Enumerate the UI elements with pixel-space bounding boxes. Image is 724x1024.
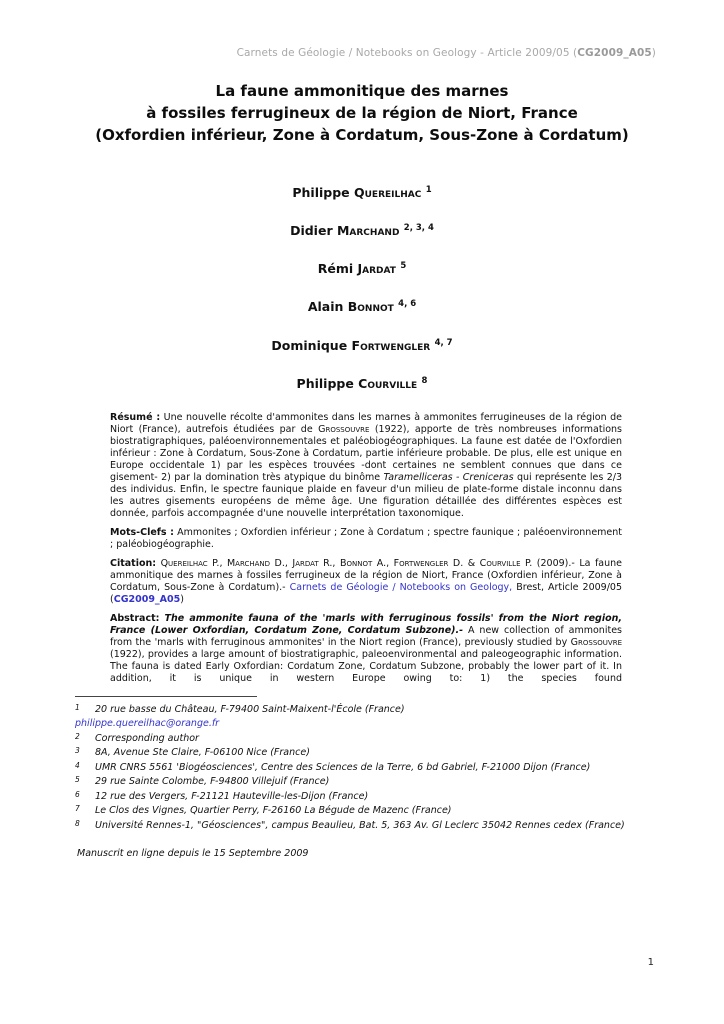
footnote-text: 20 rue basse du Château, F-79400 Saint-Maixent-l'École (France)	[95, 703, 405, 715]
abstract-text-2: (1922), provides a large amount of biostratigraphic, paleoenvironmental and paleogeographic information. The fauna is dated Early Oxfordian: Cordatum Zone, Cordatum Subzone, probably the lower part of it. In addition, it is unique in western Europe owing to: 1) the species found	[110, 648, 622, 684]
footnote-text: Corresponding author	[95, 732, 199, 744]
author-row	[0, 183, 724, 200]
footnote-text: Le Clos des Vignes, Quartier Perry, F-26160 La Bégude de Mazenc (France)	[95, 805, 452, 817]
abstract-paragraph	[110, 613, 622, 685]
footnotes-section	[75, 696, 656, 832]
resume-text-2: (1922), apporte de très nombreuses informations biostratigraphiques, paléoenvironnementales et paléobiogéographiques. La faune est datée de l'Oxfordien inférieur : Zone à Cordatum, Sous-Zone à Cordatum, partie inférieure probable. De plus, elle est unique en Europe occidentale 1) par les espèces trouvées -dont certaines ne semblent connues que dans ce gisement- 2) par la domination très atypique du binôme	[110, 423, 622, 483]
footnote-row	[75, 733, 656, 745]
footnote-separator-line	[75, 696, 257, 697]
footnote-email-row	[75, 718, 656, 730]
author-affiliation-superscript: 1	[425, 185, 432, 195]
footnote-text: Université Rennes-1, "Géosciences", campus Beaulieu, Bat. 5, 363 Av. Gl Leclerc 35042 Rennes cedex (France)	[95, 819, 625, 831]
journal-header-line	[0, 0, 656, 59]
author-given-name: Alain	[307, 299, 348, 315]
author-affiliation-superscript: 4, 7	[434, 337, 453, 348]
authors-list	[0, 183, 724, 391]
author-affiliation-superscript: 2, 3, 4	[403, 223, 434, 234]
author-surname: Marchand	[336, 223, 400, 239]
resume-text-3: qui représente les 2/3 des individus. Enfin, le spectre faunique plaide en faveur d'un milieu de plate-forme distale inconnu dans les autres gisements européens de même âge. Une figuration détaillée des différentes espèces est donnée, parfois accompagnée d'une nouvelle interprétation taxonomique.	[110, 471, 622, 519]
resume-italic-taxa: Taramelliceras - Creniceras	[383, 471, 514, 483]
footnote-number: 1	[75, 702, 80, 712]
abstract-label: Abstract:	[110, 612, 160, 624]
footnote-text: 29 rue Sainte Colombe, F-94800 Villejuif (France)	[95, 776, 330, 788]
author-given-name: Philippe	[292, 185, 354, 201]
footnote-number: 5	[75, 775, 80, 785]
author-row	[0, 336, 724, 353]
journal-header-text: Carnets de Géologie / Notebooks on Geology - Article 2009/05 (	[236, 47, 578, 59]
email-link[interactable]: philippe.quereilhac@orange.fr	[75, 718, 220, 730]
footnote-row	[75, 762, 656, 774]
resume-label: Résumé :	[110, 411, 161, 423]
article-title	[0, 80, 724, 146]
keywords-label: Mots-Clefs :	[110, 526, 174, 538]
footnote-row	[75, 776, 656, 788]
footnote-text: UMR CNRS 5561 'Biogéosciences', Centre des Sciences de la Terre, 6 bd Gabriel, F-21000 Dijon (France)	[95, 761, 591, 773]
footnote-text: 12 rue des Vergers, F-21121 Hauteville-les-Dijon (France)	[95, 790, 369, 802]
resume-text-1: Une nouvelle récolte d'ammonites dans les marnes à ammonites ferrugineuses de la région de Niort (France), autrefois étudiées par de	[110, 411, 623, 435]
footnote-number: 2	[75, 731, 80, 741]
front-matter-block	[110, 412, 622, 685]
journal-link[interactable]: Carnets de Géologie / Notebooks on Geology,	[289, 581, 513, 593]
author-given-name: Dominique	[271, 337, 352, 353]
author-given-name: Rémi	[317, 261, 358, 277]
resume-smallcaps-grossouvre: Grossouvre	[318, 423, 370, 435]
keywords-text: Ammonites ; Oxfordien inférieur ; Zone à Cordatum ; spectre faunique ; paléoenvironnement ; paléobiogéographie.	[110, 526, 623, 550]
author-row	[0, 297, 724, 314]
author-surname: Jardat	[357, 261, 396, 277]
header-article-code: CG2009_A05	[577, 47, 652, 59]
footnote-number: 3	[75, 746, 80, 756]
footnote-text: 8A, Avenue Ste Claire, F-06100 Nice (France)	[95, 747, 310, 759]
footnote-row	[75, 805, 656, 817]
footnote-number: 7	[75, 804, 80, 814]
footnote-row	[75, 747, 656, 759]
citation-authors: Quereilhac P., Marchand D., Jardat R., Bonnot A., Fortwengler D. & Courville P.	[156, 557, 533, 569]
author-affiliation-superscript: 8	[421, 375, 428, 386]
abstract-text-1: A new collection of ammonites from the 'marls with ferruginous ammonites' in the Niort region (France), previously studied by	[110, 624, 622, 648]
citation-text-1: (2009).- La faune ammonitique des marnes à fossiles ferrugineux de la région de Niort, France (Oxfordien inférieur, Zone à Cordatum, Sous-Zone à Cordatum).-	[110, 557, 623, 593]
author-surname: Fortwengler	[351, 337, 431, 353]
author-affiliation-superscript: 5	[400, 261, 407, 272]
author-row	[0, 259, 724, 276]
abstract-translated-title: The ammonite fauna of the 'marls with ferruginous fossils' from the Niort region, France (Lower Oxfordian, Cordatum Zone, Cordatum Subzone).-	[110, 612, 622, 636]
footnote-number: 6	[75, 789, 80, 799]
footnote-number: 8	[75, 818, 80, 828]
author-surname: Bonnot	[347, 299, 394, 315]
citation-paragraph	[110, 558, 622, 606]
author-surname: Courville	[358, 375, 418, 391]
citation-text-3: )	[180, 593, 184, 605]
manuscript-date-note: Manuscrit en ligne depuis le 15 Septembre 2009	[77, 847, 309, 859]
author-surname: Quereilhac	[354, 185, 422, 201]
footnote-row	[75, 704, 656, 716]
author-given-name: Philippe	[296, 375, 359, 391]
author-given-name: Didier	[290, 223, 337, 239]
article-title-line-2: à fossiles ferrugineux de la région de Niort, France	[146, 104, 578, 122]
author-row	[0, 374, 724, 391]
footnote-row	[75, 791, 656, 803]
resume-paragraph	[110, 412, 622, 520]
author-affiliation-superscript: 4, 6	[398, 299, 417, 310]
abstract-smallcaps-grossouvre: Grossouvre	[570, 636, 622, 648]
keywords-paragraph	[110, 527, 622, 551]
article-title-line-1: La faune ammonitique des marnes	[215, 82, 509, 100]
article-code-link[interactable]: CG2009_A05	[113, 593, 181, 605]
header-close-paren: )	[651, 47, 656, 59]
citation-label: Citation:	[110, 557, 157, 569]
footnote-row	[75, 820, 656, 832]
footnote-number: 4	[75, 760, 80, 770]
page-number: 1	[647, 957, 654, 968]
author-row	[0, 221, 724, 238]
citation-text-2: Brest, Article 2009/05 (	[110, 581, 622, 605]
article-title-line-3: (Oxfordien inférieur, Zone à Cordatum, Sous-Zone à Cordatum)	[95, 126, 629, 144]
